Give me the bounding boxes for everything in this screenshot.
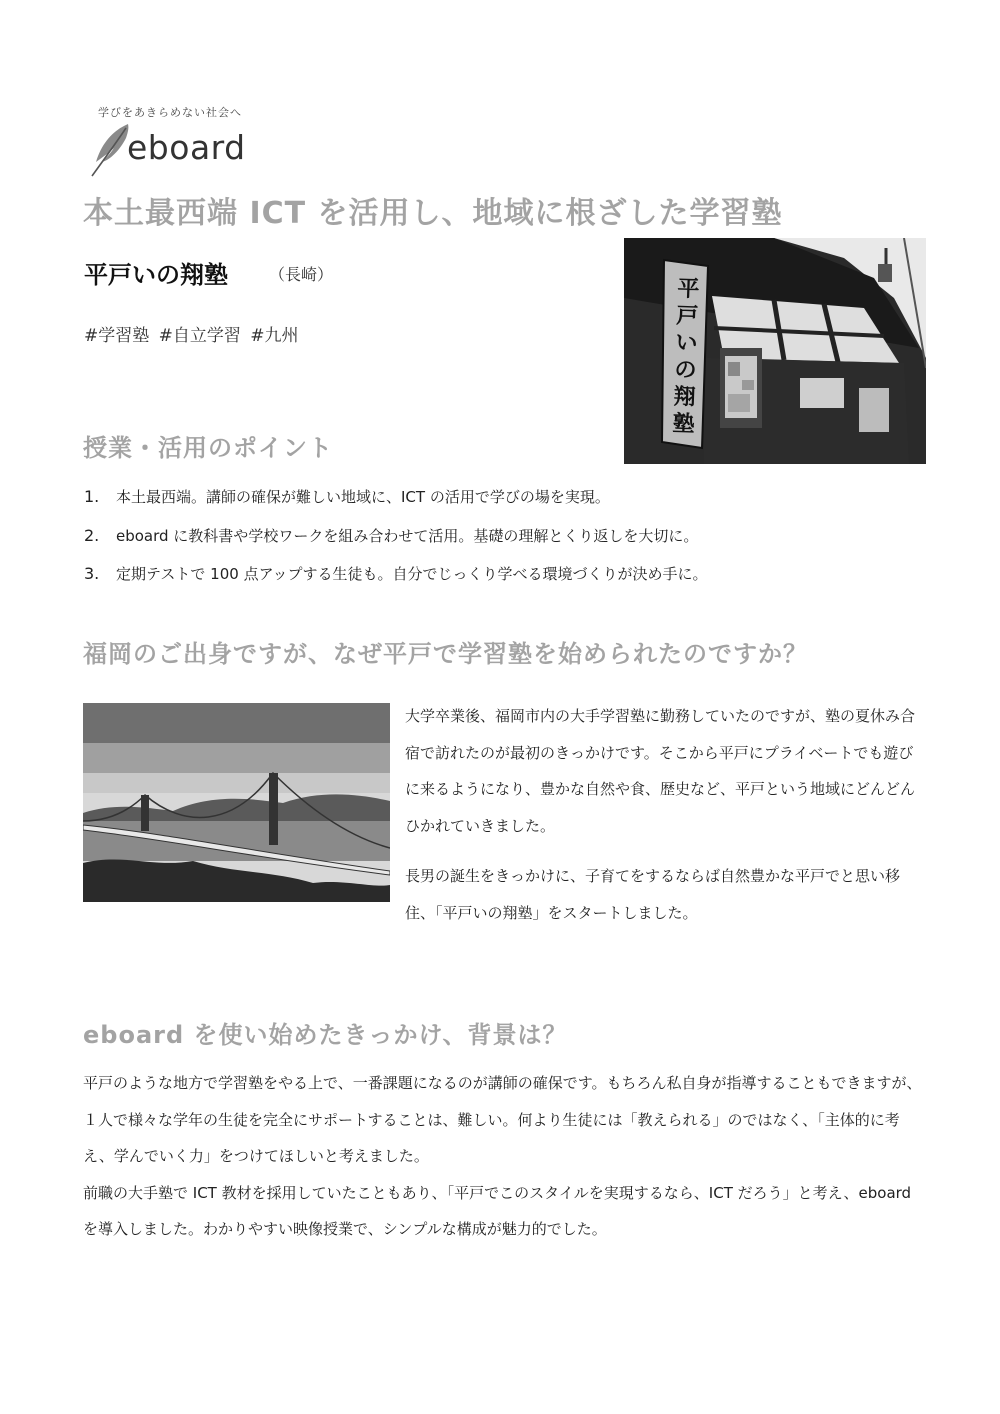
bridge-photo-illustration: [83, 703, 390, 902]
list-item: [84, 486, 610, 507]
list-item-text: 定期テストで 100 点アップする生徒も。自分でじっくり学べる環境づくりが決め手に。: [116, 565, 708, 583]
answer-origin: [405, 698, 925, 931]
page-title: 本土最西端 ICT を活用し、地域に根ざした学習塾: [83, 196, 783, 231]
school-building-photo: [624, 238, 926, 464]
list-item: [84, 563, 708, 584]
list-item-number: 3.: [84, 564, 100, 583]
list-item-number: 2.: [84, 526, 100, 545]
building-sign-text: 平戸いの翔塾: [672, 276, 700, 438]
list-item-text: eboard に教科書や学校ワークを組み合わせて活用。基礎の理解とくり返しを大切に。: [116, 527, 699, 545]
answer-paragraph: 平戸のような地方で学習塾をやる上で、一番課題になるのが講師の確保です。もちろん私自身が指導することもできますが、１人で様々な学年の生徒を完全にサポートすることは、難しい。何より生徒には「教えられる」のではなく、「主体的に考え、学んでいく力」をつけてほしいと考えました。: [83, 1074, 922, 1165]
brand-logo-text: eboard: [127, 128, 246, 167]
answer-paragraph: 大学卒業後、福岡市内の大手学習塾に勤務していたのですが、塾の夏休み合宿で訪れたのが最初のきっかけです。そこから平戸にプライベートでも遊びに来るようになり、豊かな自然や食、歴史など、平戸という地域にどんどんひかれていきました。: [405, 707, 916, 835]
hashtags: #学習塾 #自立学習 #九州: [84, 326, 299, 346]
feather-logo-icon: [88, 122, 132, 178]
school-name: 平戸いの翔塾: [84, 261, 228, 289]
school-region: （長崎）: [269, 265, 334, 284]
answer-paragraph: 前職の大手塾で ICT 教材を採用していたこともあり、「平戸でこのスタイルを実現するなら、ICT だろう」と考え、eboard を導入しました。わかりやすい映像授業で、シンプルな構成が魅力的でした。: [83, 1183, 912, 1238]
question-heading-origin: 福岡のご出身ですが、なぜ平戸で学習塾を始められたのですか？: [83, 640, 808, 668]
building-photo-illustration: [624, 238, 926, 464]
question-heading-background: eboard を使い始めたきっかけ、背景は？: [83, 1021, 568, 1049]
brand-tagline: 学びをあきらめない社会へ: [98, 106, 242, 119]
answer-background: [83, 1065, 928, 1248]
list-item-number: 1.: [84, 487, 100, 506]
list-item: [84, 525, 698, 546]
points-heading: 授業・活用のポイント: [83, 434, 333, 462]
list-item-text: 本土最西端。講師の確保が難しい地域に、ICT の活用で学びの場を実現。: [116, 488, 610, 506]
answer-paragraph: 長男の誕生をきっかけに、子育てをするならば自然豊かな平戸でと思い移住、「平戸いの翔塾」をスタートしました。: [405, 867, 901, 922]
bridge-photo: [83, 703, 390, 902]
